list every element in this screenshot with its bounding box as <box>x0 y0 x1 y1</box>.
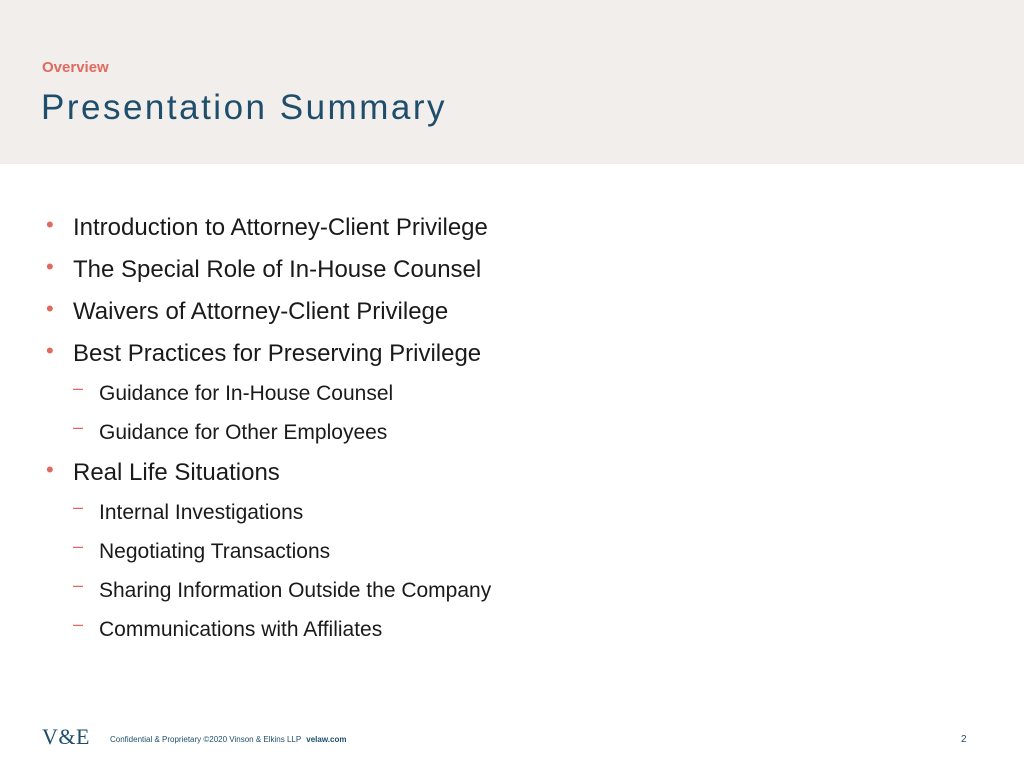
bullet-text: Real Life Situations <box>73 459 280 486</box>
bullet-text: Introduction to Attorney-Client Privilege <box>73 214 488 241</box>
sub-bullet-text: Negotiating Transactions <box>99 540 331 563</box>
website-link[interactable]: velaw.com <box>306 735 347 744</box>
dash-marker: – <box>73 575 84 595</box>
company-logo: V&E <box>42 724 90 749</box>
dash-marker: – <box>73 614 84 634</box>
slide-header <box>0 0 1024 164</box>
bullet-text: Waivers of Attorney-Client Privilege <box>73 298 449 325</box>
dash-marker: – <box>73 417 84 437</box>
dash-marker: – <box>73 378 84 398</box>
dash-marker: – <box>73 536 84 556</box>
dash-marker: – <box>73 497 84 517</box>
sub-bullet-text: Communications with Affiliates <box>99 618 383 641</box>
sub-bullet-text: Sharing Information Outside the Company <box>99 579 492 602</box>
section-kicker: Overview <box>42 59 109 76</box>
sub-bullet-text: Internal Investigations <box>99 501 304 524</box>
bullet-marker: • <box>46 212 54 237</box>
sub-bullet-text: Guidance for In-House Counsel <box>99 382 394 405</box>
bullet-marker: • <box>46 254 54 279</box>
bullet-marker: • <box>46 457 54 482</box>
bullet-marker: • <box>46 338 54 363</box>
page-number: 2 <box>961 734 967 745</box>
bullet-text: The Special Role of In-House Counsel <box>73 256 482 283</box>
sub-bullet-text: Guidance for Other Employees <box>99 421 388 444</box>
slide-title: Presentation Summary <box>41 88 447 127</box>
footer-notice <box>110 735 346 744</box>
bullet-marker: • <box>46 296 54 321</box>
confidential-text: Confidential & Proprietary ©2020 Vinson & Elkins LLP <box>110 735 302 744</box>
bullet-text: Best Practices for Preserving Privilege <box>73 340 482 367</box>
